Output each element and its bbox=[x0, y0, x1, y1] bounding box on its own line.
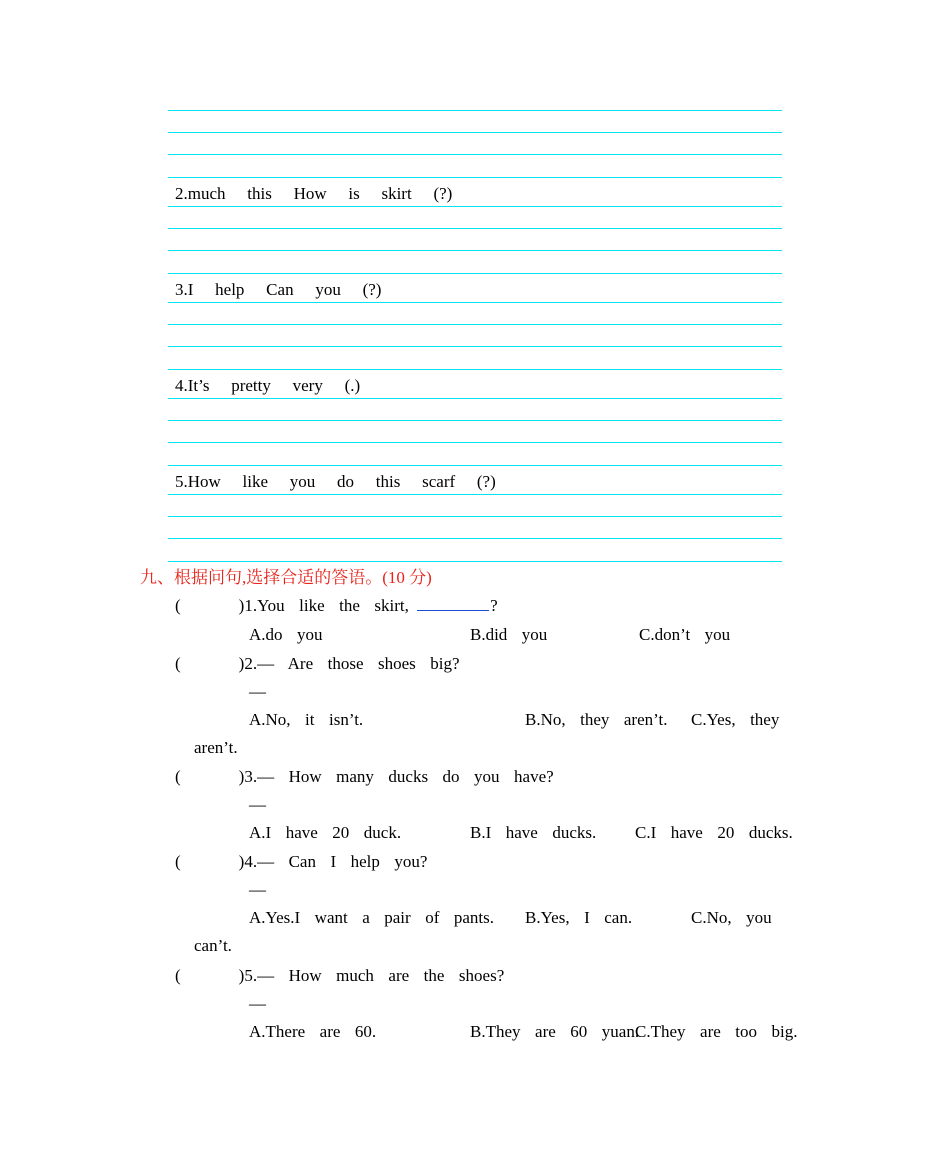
fill-blank[interactable] bbox=[417, 596, 489, 611]
writing-rule bbox=[168, 154, 782, 155]
writing-rule bbox=[168, 494, 782, 495]
writing-rule bbox=[168, 369, 782, 370]
writing-rule bbox=[168, 442, 782, 443]
question-text: — Can I help you? bbox=[257, 852, 428, 871]
writing-rule bbox=[168, 206, 782, 207]
answer-bracket[interactable]: ( )2. bbox=[175, 654, 258, 673]
option-a: A.do you bbox=[249, 625, 323, 644]
writing-rule bbox=[168, 302, 782, 303]
option-c: C.don’t you bbox=[639, 625, 731, 644]
question-5 bbox=[175, 966, 504, 986]
option-b: B.I have ducks. bbox=[470, 823, 597, 842]
question-text: — Are those shoes big? bbox=[257, 654, 460, 673]
writing-rule bbox=[168, 273, 782, 274]
writing-rule bbox=[168, 110, 782, 111]
option-a: A.There are 60. bbox=[249, 1022, 377, 1041]
option-c: C.They are too big. bbox=[635, 1022, 798, 1041]
writing-rule bbox=[168, 516, 782, 517]
option-b: B.did you bbox=[470, 625, 548, 644]
writing-rule bbox=[168, 324, 782, 325]
answer-bracket[interactable]: ( )5. bbox=[175, 966, 258, 985]
scramble-prompt-3: 3.I help Can you (?) bbox=[175, 280, 382, 299]
option-b: B.No, they aren’t. bbox=[525, 710, 668, 729]
option-c-continuation: can’t. bbox=[194, 936, 232, 955]
scramble-prompt-4: 4.It’s pretty very (.) bbox=[175, 376, 361, 395]
option-b: B.Yes, I can. bbox=[525, 908, 633, 927]
option-c: C.Yes, they bbox=[691, 710, 780, 729]
question-text-end: ? bbox=[490, 596, 498, 615]
writing-rule bbox=[168, 398, 782, 399]
answer-bracket[interactable]: ( )3. bbox=[175, 767, 258, 786]
question-text: — How much are the shoes? bbox=[257, 966, 505, 985]
writing-rule bbox=[168, 420, 782, 421]
option-c: C.No, you bbox=[691, 908, 772, 927]
writing-rule bbox=[168, 250, 782, 251]
writing-rule bbox=[168, 132, 782, 133]
answer-bracket[interactable]: ( )4. bbox=[175, 852, 258, 871]
section-nine-title: 九、根据问句,选择合适的答语。(10 分) bbox=[140, 568, 432, 587]
question-4 bbox=[175, 852, 427, 872]
option-a: A.I have 20 duck. bbox=[249, 823, 402, 842]
option-a: A.Yes.I want a pair of pants. bbox=[249, 908, 494, 927]
writing-rule bbox=[168, 228, 782, 229]
question-1 bbox=[175, 596, 498, 616]
option-c: C.I have 20 ducks. bbox=[635, 823, 793, 842]
option-c-continuation: aren’t. bbox=[194, 738, 238, 757]
question-text: — How many ducks do you have? bbox=[257, 767, 554, 786]
writing-rule bbox=[168, 538, 782, 539]
answer-dash: — bbox=[249, 682, 266, 701]
scramble-prompt-5: 5.How like you do this scarf (?) bbox=[175, 472, 496, 491]
answer-bracket[interactable]: ( )1. bbox=[175, 596, 258, 615]
writing-rule bbox=[168, 346, 782, 347]
option-b: B.They are 60 yuan. bbox=[470, 1022, 640, 1041]
answer-dash: — bbox=[249, 994, 266, 1013]
scramble-prompt-2: 2.much this How is skirt (?) bbox=[175, 184, 453, 203]
answer-dash: — bbox=[249, 880, 266, 899]
question-text: You like the skirt, bbox=[257, 596, 409, 615]
question-2 bbox=[175, 654, 460, 674]
question-3 bbox=[175, 767, 554, 787]
option-a: A.No, it isn’t. bbox=[249, 710, 364, 729]
writing-rule bbox=[168, 177, 782, 178]
answer-dash: — bbox=[249, 795, 266, 814]
writing-rule bbox=[168, 561, 782, 562]
writing-rule bbox=[168, 465, 782, 466]
